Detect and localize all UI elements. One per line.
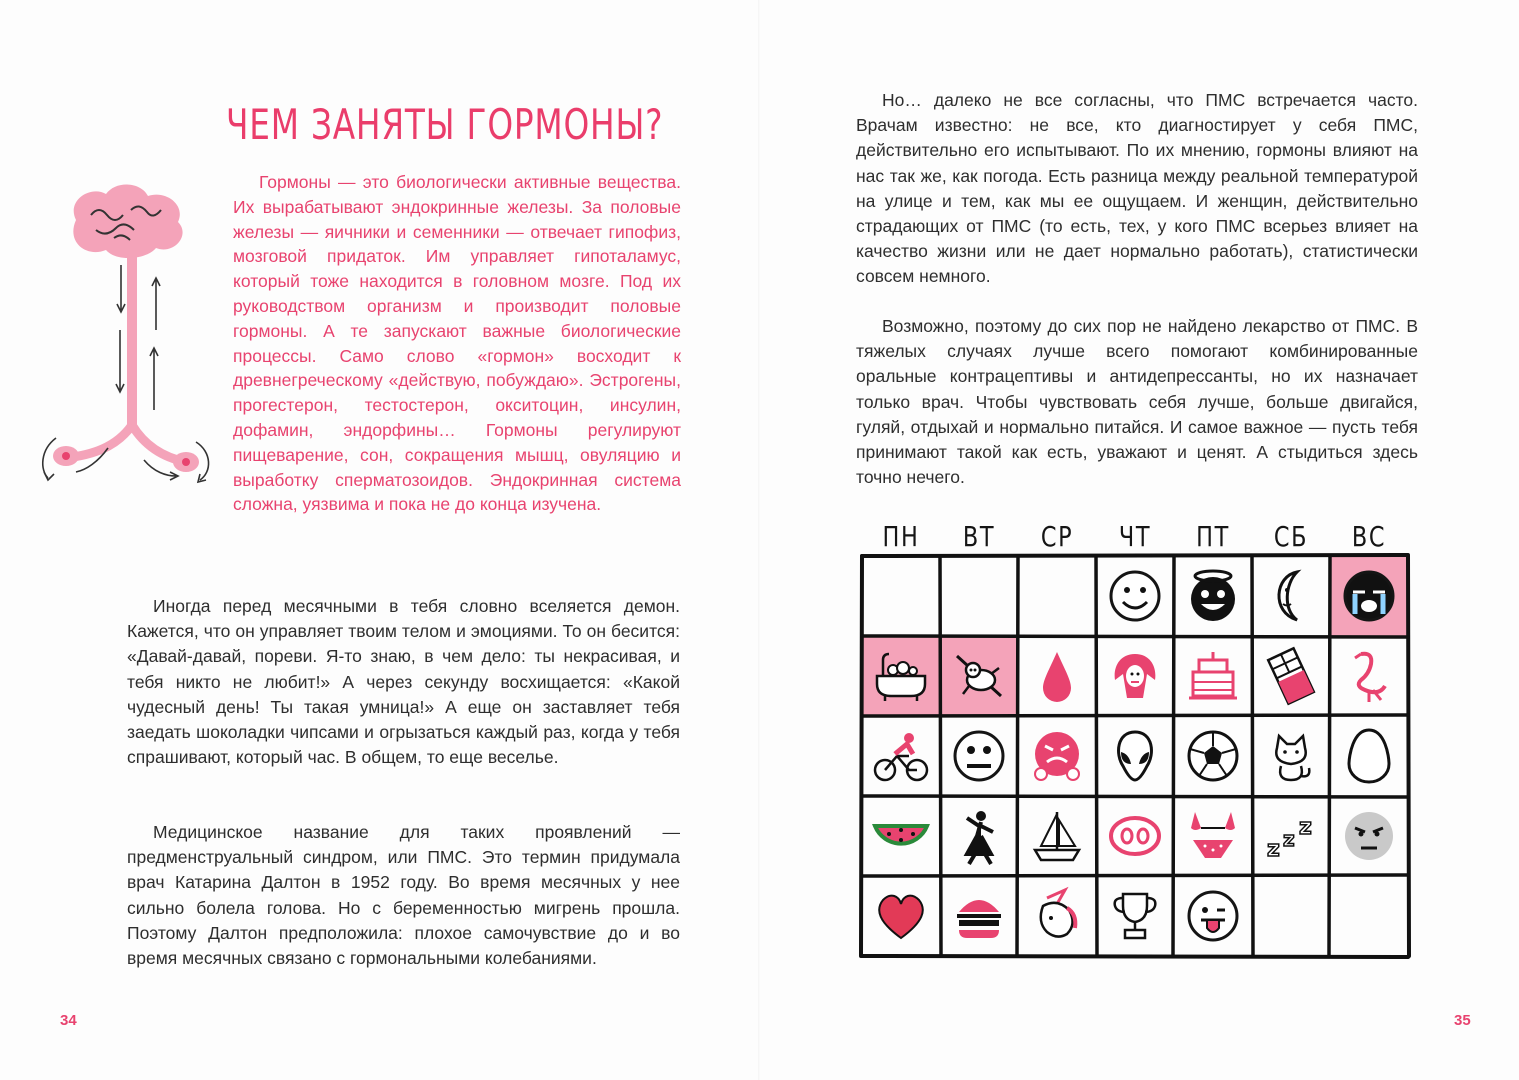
- calendar-grid-lines: [862, 556, 1422, 966]
- day-header: ВС: [1351, 520, 1387, 553]
- paragraph-pms-definition-content: Медицинское название для таких проявлений — предменструальный синдром, или ПМС. Это термин придумала врач Катарина Далтон в 1952 году. Во время месячных у нее сильно болела голова. Но с беременностью мигрень прошла. Поэтому Далтон предположила: плохое самочувствие до и во время месячных связано с гормональными колебаниями.: [127, 822, 680, 969]
- hormones-intro-content: Гормоны — это биологически активные вещества. Их вырабатывают эндокринные железы. За половые железы — яичники и семенники — отвечает гипофиз, мозговой придаток. Им управляет гипоталамус, который тоже находится в головном мозге. Под их руководством организм и производит половые гормоны. А те запускают важные биологические процессы. Само слово «гормон» восходит к древнегреческому «действую, побуждаю». Эстрогены, прогестерон, тестостерон, окситоцин, инсулин, дофамин, эндорфины… Гормоны регулируют пищеварение, сон, сокращения мышц, овуляцию и выработку сперматозоидов. Эндокринная система сложна, уязвима и пока не до конца изучена.: [233, 172, 681, 515]
- day-header: СР: [1040, 520, 1074, 553]
- paragraph-treatment: [856, 314, 1418, 490]
- svg-text:z: z: [1267, 837, 1280, 862]
- paragraph-pms-definition: [127, 820, 680, 971]
- hormones-intro-text: [233, 170, 681, 517]
- svg-text:z: z: [1283, 827, 1295, 851]
- paragraph-demon-content: Иногда перед месячными в тебя словно вселяется демон. Кажется, что он управляет твоим телом и эмоциями. То он бесится: «Давай-давай, пореви. Я-то знаю, в чем дело: ты некрасивая, и тебя никто не любит!» А через секунду восхищается: «Какой чудесный день! Ты такая умница!» А еще он заставляет тебя заедать шоколадки чипсами и огрызаться каждый раз, когда у тебя спрашивают, который час. В общем, то еще веселье.: [127, 596, 680, 768]
- page-number-left: 34: [60, 1012, 77, 1029]
- hormone-system-illustration: [36, 180, 216, 500]
- day-header: ЧТ: [1118, 520, 1152, 553]
- day-header: СБ: [1273, 520, 1309, 553]
- paragraph-pms-doubt-content: Но… далеко не все согласны, что ПМС встречается часто. Врачам известно: не все, кто диагностирует у себя ПМС, действительно его испытывают. По их мнению, гормоны влияют на нас так же, как погода. Есть разница между реальной температурой на улице и тем, как мы ее ощущаем. И женщин, действительно страдающих от ПМС (то есть, тех, у кого ПМС всерьез влияет на качество жизни или не дает нормально работать), статистически совсем немного.: [856, 90, 1418, 287]
- paragraph-treatment-content: Возможно, поэтому до сих пор не найдено лекарство от ПМС. В тяжелых случаях лучше всего помогают комбинированные оральные контрацептивы и антидепрессанты, но их назначает только врач. Чтобы чувствовать себя лучше, больше двигайся, гуляй, отдыхай и нормально питайся. И самое важное — пусть тебя принимают такой как есть, уважают и ценят. А стыдиться здесь точно нечего.: [856, 316, 1418, 488]
- svg-text:z: z: [1299, 815, 1312, 840]
- day-header: ВТ: [962, 520, 996, 553]
- day-header: ПН: [882, 520, 920, 553]
- calendar-day-headers: [862, 520, 1422, 556]
- left-page: [0, 0, 759, 1080]
- page-number-right: 35: [1454, 1012, 1471, 1029]
- paragraph-pms-doubt: [856, 88, 1418, 290]
- chapter-title: ЧЕМ ЗАНЯТЫ ГОРМОНЫ?: [226, 100, 664, 149]
- paragraph-demon: [127, 594, 680, 770]
- day-header: ПТ: [1196, 520, 1230, 553]
